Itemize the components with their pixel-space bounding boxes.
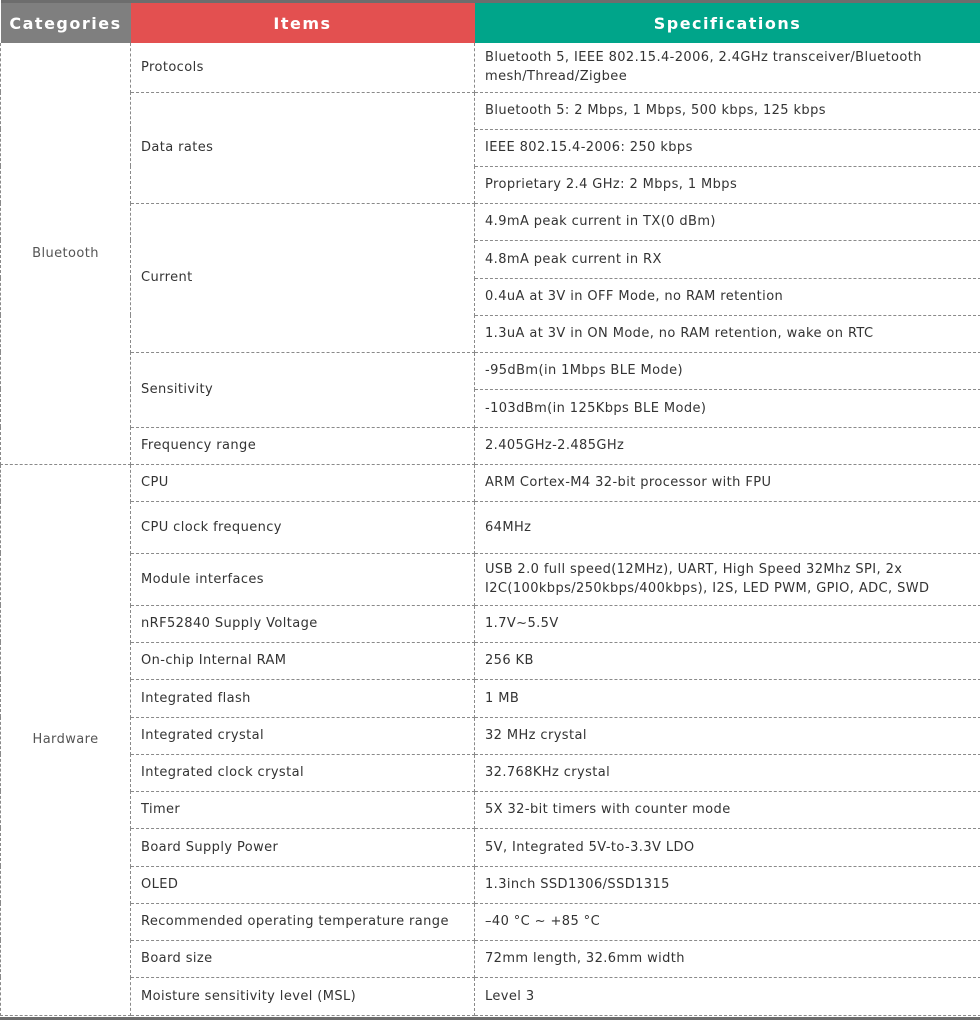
table-body xyxy=(1,43,980,1015)
table-row xyxy=(1,43,980,92)
table-row xyxy=(1,352,980,389)
table-row xyxy=(1,977,980,1015)
item-cell: Data rates xyxy=(131,92,475,203)
table-row xyxy=(1,791,980,828)
spec-cell: 1.7V~5.5V xyxy=(475,605,980,642)
spec-cell: 5X 32-bit timers with counter mode xyxy=(475,791,980,828)
spec-cell: 1.3uA at 3V in ON Mode, no RAM retention, wake on RTC xyxy=(475,315,980,352)
item-cell: Moisture sensitivity level (MSL) xyxy=(131,977,475,1015)
item-cell: CPU xyxy=(131,464,475,501)
spec-cell: -103dBm(in 125Kbps BLE Mode) xyxy=(475,389,980,427)
table-row xyxy=(1,828,980,866)
spec-cell: 4.8mA peak current in RX xyxy=(475,240,980,278)
table-row xyxy=(1,717,980,754)
table-row xyxy=(1,501,980,553)
item-cell: Protocols xyxy=(131,43,475,92)
spec-cell: USB 2.0 full speed(12MHz), UART, High Speed 32Mhz SPI, 2x I2C(100kbps/250kbps/400kbps), I2S, LED PWM, GPIO, ADC, SWD xyxy=(475,553,980,605)
table-row xyxy=(1,642,980,679)
spec-cell: 0.4uA at 3V in OFF Mode, no RAM retention xyxy=(475,278,980,315)
item-cell: Sensitivity xyxy=(131,352,475,427)
header-items: Items xyxy=(131,2,475,44)
item-cell: Current xyxy=(131,203,475,352)
table-row xyxy=(1,92,980,129)
spec-cell: 32 MHz crystal xyxy=(475,717,980,754)
category-cell-hardware: Hardware xyxy=(1,464,131,1015)
spec-cell: 1 MB xyxy=(475,679,980,717)
item-cell: Integrated clock crystal xyxy=(131,754,475,791)
spec-cell: Proprietary 2.4 GHz: 2 Mbps, 1 Mbps xyxy=(475,166,980,203)
spec-cell: Level 3 xyxy=(475,977,980,1015)
table-row xyxy=(1,754,980,791)
table-row xyxy=(1,903,980,940)
spec-cell: Bluetooth 5, IEEE 802.15.4-2006, 2.4GHz transceiver/Bluetooth mesh/Thread/Zigbee xyxy=(475,43,980,92)
spec-cell: -95dBm(in 1Mbps BLE Mode) xyxy=(475,352,980,389)
item-cell: Module interfaces xyxy=(131,553,475,605)
item-cell: Board Supply Power xyxy=(131,828,475,866)
item-cell: Frequency range xyxy=(131,427,475,464)
spec-cell: 2.405GHz-2.485GHz xyxy=(475,427,980,464)
spec-cell: 32.768KHz crystal xyxy=(475,754,980,791)
spec-cell: ARM Cortex-M4 32-bit processor with FPU xyxy=(475,464,980,501)
spec-cell: –40 °C ~ +85 °C xyxy=(475,903,980,940)
table-row xyxy=(1,553,980,605)
item-cell: OLED xyxy=(131,866,475,903)
spec-cell: IEEE 802.15.4-2006: 250 kbps xyxy=(475,129,980,166)
category-cell-bluetooth: Bluetooth xyxy=(1,43,131,464)
item-cell: Board size xyxy=(131,940,475,977)
header-categories: Categories xyxy=(1,2,131,44)
spec-cell: 64MHz xyxy=(475,501,980,553)
spec-cell: 1.3inch SSD1306/SSD1315 xyxy=(475,866,980,903)
item-cell: Integrated crystal xyxy=(131,717,475,754)
header-row xyxy=(1,2,980,44)
table-row xyxy=(1,866,980,903)
item-cell: On-chip Internal RAM xyxy=(131,642,475,679)
item-cell: Integrated flash xyxy=(131,679,475,717)
table-row xyxy=(1,203,980,240)
table-row xyxy=(1,464,980,501)
table-row xyxy=(1,940,980,977)
table-row xyxy=(1,679,980,717)
item-cell: Recommended operating temperature range xyxy=(131,903,475,940)
spec-cell: 5V, Integrated 5V-to-3.3V LDO xyxy=(475,828,980,866)
spec-cell: Bluetooth 5: 2 Mbps, 1 Mbps, 500 kbps, 125 kbps xyxy=(475,92,980,129)
item-cell: CPU clock frequency xyxy=(131,501,475,553)
table-row xyxy=(1,427,980,464)
table-row xyxy=(1,605,980,642)
spec-cell: 256 KB xyxy=(475,642,980,679)
item-cell: Timer xyxy=(131,791,475,828)
spec-cell: 72mm length, 32.6mm width xyxy=(475,940,980,977)
spec-cell: 4.9mA peak current in TX(0 dBm) xyxy=(475,203,980,240)
item-cell: nRF52840 Supply Voltage xyxy=(131,605,475,642)
table-header xyxy=(1,2,980,44)
header-specifications: Specifications xyxy=(475,2,980,44)
